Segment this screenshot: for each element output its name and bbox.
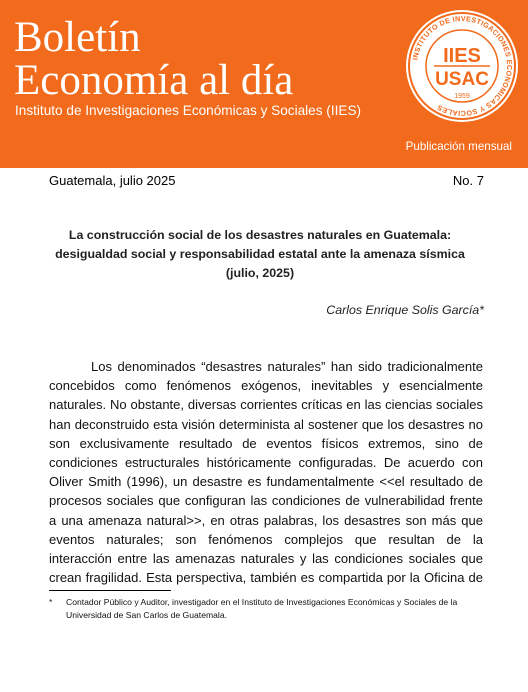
seal-ring-text: INSTITUTO DE INVESTIGACIONES ECONOMICAS Y SOCIALES xyxy=(410,13,515,119)
footnote xyxy=(49,596,489,622)
article-title: La construcción social de los desastres naturales en Guatemala: desigualdad social y responsabilidad estatal ante la amenaza sísmica (julio, 2025) xyxy=(55,228,465,280)
title-line-2: Economía al día xyxy=(14,57,294,104)
article-body: Los denominados “desastres naturales” han sido tradicionalmente concebidos como fenómenos exógenos, inevitables y esencialmente naturales. No obstante, diversas corrientes críticas en las ciencias sociales han deconstruido esta visión determinista al sostener que los desastres no son exclusivamente resultado de eventos físicos extremos, sino de condiciones estructurales históricamente configuradas. De acuerdo con Oliver Smith (1996), un desastre es fundamentalmente <<el resultado de procesos sociales que configuran las condiciones de vulnerabilidad frente a una amenaza natural>>, en otras palabras, los desastres son más que eventos naturales; son fenómenos complejos que resultan de la interacción entre las amenazas naturales y las condiciones sociales que crean fragilidad. Esta perspectiva, también es compartida por la Oficina de xyxy=(49,359,483,586)
publication-frequency: Publicación mensual xyxy=(405,140,512,153)
institute-subtitle: Instituto de Investigaciones Económicas y Sociales (IIES) xyxy=(15,103,362,118)
seal-year: 1959 xyxy=(454,93,470,100)
issue-number: No. 7 xyxy=(452,173,484,188)
footnote-text: Contador Público y Auditor, investigador en el Instituto de Investigaciones Económicas y Sociales de la Universidad de San Carlos de Guatemala. xyxy=(66,597,458,620)
iies-usac-seal-icon xyxy=(404,8,520,124)
place-date: Guatemala, julio 2025 xyxy=(49,173,176,188)
seal-top-word: IIES xyxy=(443,45,481,67)
header-banner xyxy=(0,0,528,168)
footnote-mark: * xyxy=(49,597,53,607)
title-line-1: Boletín xyxy=(14,14,141,61)
seal-bottom-word: USAC xyxy=(435,69,489,90)
article-author: Carlos Enrique Solis García* xyxy=(326,303,484,317)
footnote-divider xyxy=(49,590,171,591)
